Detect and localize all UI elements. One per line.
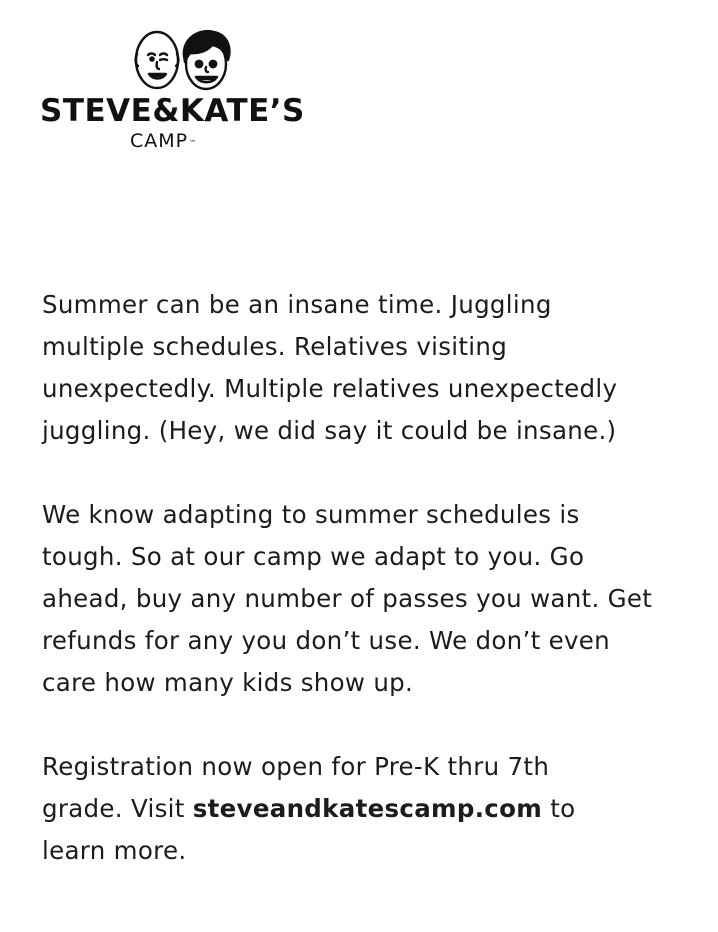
text-fragment: to <box>542 794 576 823</box>
trademark-symbol: ™ <box>189 139 198 147</box>
paragraph-registration <box>42 746 692 872</box>
logo <box>40 26 320 161</box>
text-line: We know adapting to summer schedules is <box>42 500 580 529</box>
body-copy <box>42 284 692 872</box>
paragraph-adapt <box>42 494 692 704</box>
text-line-with-url <box>42 788 692 830</box>
text-line: learn more. <box>42 836 187 865</box>
website-url: steveandkatescamp.com <box>192 794 543 823</box>
text-line: Summer can be an insane time. Juggling <box>42 290 552 319</box>
text-line: unexpectedly. Multiple relatives unexpectedly <box>42 374 618 403</box>
brand-subtitle <box>130 130 197 152</box>
brand-wordmark: STEVE&KATE’S <box>40 93 305 129</box>
brand-camp-text: CAMP <box>130 130 189 152</box>
text-line: care how many kids show up. <box>42 668 414 697</box>
text-line: ahead, buy any number of passes you want. Get <box>42 584 653 613</box>
text-fragment: grade. Visit <box>42 794 193 823</box>
two-cartoon-faces-icon <box>122 26 242 96</box>
paragraph-intro <box>42 284 692 452</box>
text-line: multiple schedules. Relatives visiting <box>42 332 508 361</box>
text-line: juggling. (Hey, we did say it could be insane.) <box>42 416 617 445</box>
text-line: Registration now open for Pre-K thru 7th <box>42 752 550 781</box>
text-line: tough. So at our camp we adapt to you. Go <box>42 542 585 571</box>
text-line: refunds for any you don’t use. We don’t even <box>42 626 610 655</box>
